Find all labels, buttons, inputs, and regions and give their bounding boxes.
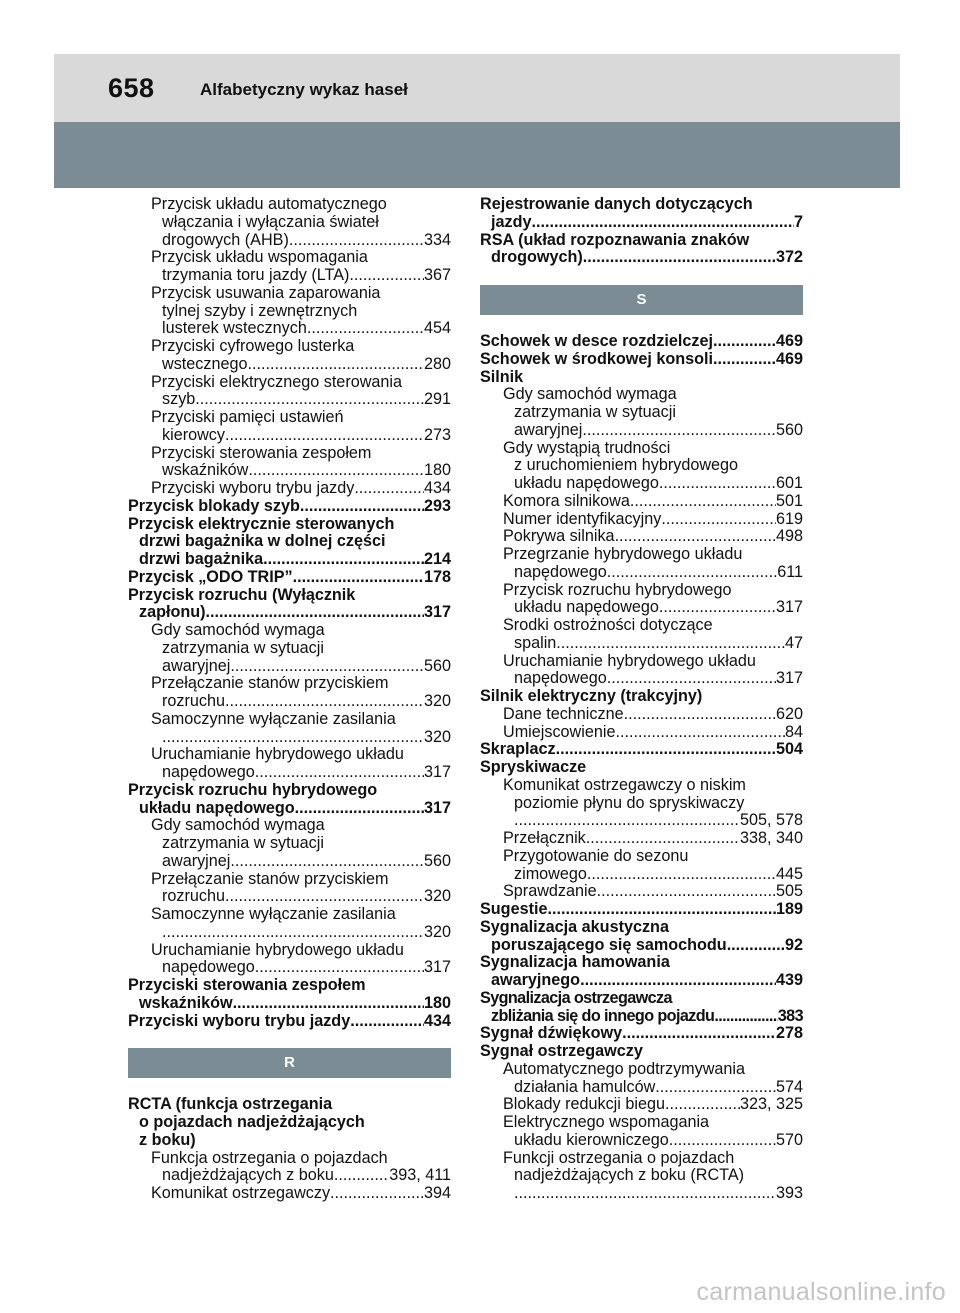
page-reference: 278 bbox=[775, 1025, 803, 1043]
page-reference: 320 bbox=[423, 728, 451, 746]
leader-dots bbox=[713, 333, 776, 351]
index-entry bbox=[480, 351, 803, 369]
entry-text: Sygnalizacja akustyczna bbox=[480, 918, 669, 936]
page-reference: 560 bbox=[775, 421, 803, 439]
index-subentry bbox=[480, 440, 803, 493]
entry-text: nadjeżdżających z boku bbox=[162, 1167, 334, 1185]
page-reference: 317 bbox=[423, 959, 451, 977]
leader-dots bbox=[586, 830, 740, 848]
page-reference: 317 bbox=[423, 799, 451, 817]
entry-text: Przyciski wyboru trybu jazdy bbox=[151, 480, 355, 497]
leader-dots bbox=[255, 959, 424, 977]
leader-dots bbox=[162, 729, 424, 747]
entry-text: Przycisk układu wspomagania bbox=[151, 249, 368, 267]
leader-dots bbox=[659, 599, 776, 617]
index-entry bbox=[128, 569, 451, 587]
index-entry bbox=[128, 977, 451, 1013]
entry-text: Przełącznik bbox=[503, 830, 586, 847]
entry-text: Przełączanie stanów przyciskiem bbox=[151, 870, 389, 888]
page-reference: 334 bbox=[423, 231, 451, 249]
page-reference: 620 bbox=[775, 705, 803, 723]
page-reference: 454 bbox=[423, 320, 451, 338]
page-reference: 501 bbox=[775, 492, 803, 510]
entry-text: układu napędowego bbox=[514, 475, 659, 492]
entry-text: napędowego bbox=[514, 563, 607, 581]
entry-text: Gdy samochód wymaga bbox=[151, 817, 325, 835]
leader-dots bbox=[556, 741, 776, 759]
leader-dots bbox=[293, 569, 424, 587]
entry-text: układu kierowniczego bbox=[514, 1131, 669, 1149]
page-reference: 320 bbox=[423, 888, 451, 906]
leader-dots bbox=[295, 800, 424, 818]
index-entry bbox=[480, 369, 803, 387]
entry-text: Komora silnikowa bbox=[503, 492, 630, 510]
entry-text: kierowcy bbox=[162, 426, 225, 444]
page-reference: 434 bbox=[423, 1012, 451, 1030]
index-subentry bbox=[480, 1096, 803, 1114]
entry-text: z uruchomieniem hybrydowego bbox=[514, 457, 739, 475]
entry-text: Przyciski sterowania zespołem bbox=[151, 444, 372, 462]
index-subentry bbox=[480, 777, 803, 830]
index-subentry bbox=[128, 942, 451, 978]
page-reference: 469 bbox=[775, 333, 803, 350]
entry-text: spalin bbox=[514, 634, 557, 652]
index-entry bbox=[480, 1043, 803, 1061]
entry-text: awaryjnej bbox=[162, 657, 231, 675]
entry-text: Silnik elektryczny (trakcyjny) bbox=[480, 688, 703, 705]
leader-dots bbox=[255, 764, 424, 782]
entry-text: Elektrycznego wspomagania bbox=[503, 1114, 710, 1131]
entry-text: awaryjnej bbox=[162, 852, 231, 870]
leader-dots bbox=[206, 604, 424, 622]
section-letter-s: S bbox=[480, 285, 803, 315]
entry-text: drzwi bagażnika bbox=[139, 551, 264, 568]
index-subentry bbox=[480, 706, 803, 724]
leader-dots bbox=[233, 995, 424, 1013]
leader-dots bbox=[547, 901, 776, 919]
entry-text: z boku) bbox=[139, 1131, 196, 1149]
page-reference: 317 bbox=[775, 599, 803, 617]
section-letter-r: R bbox=[128, 1048, 451, 1078]
entry-text: Samoczynne wyłączanie zasilania bbox=[151, 906, 396, 923]
entry-text: napędowego bbox=[514, 670, 607, 688]
entry-text: o pojazdach nadjeżdżających bbox=[139, 1114, 365, 1131]
index-subentry bbox=[480, 528, 803, 546]
page-reference: 180 bbox=[423, 994, 451, 1012]
page-reference: 560 bbox=[423, 852, 451, 870]
index-subentry bbox=[128, 196, 451, 249]
entry-text: Sygnał ostrzegawczy bbox=[480, 1043, 643, 1060]
entry-text: Komunikat ostrzegawczy bbox=[151, 1185, 331, 1202]
index-entry bbox=[480, 196, 803, 232]
entry-text: Uruchamianie hybrydowego układu bbox=[503, 652, 756, 670]
header-accent-bar bbox=[54, 122, 900, 188]
leader-dots bbox=[162, 924, 424, 942]
page-reference: 505 bbox=[775, 883, 803, 901]
entry-text: Dane techniczne bbox=[503, 705, 624, 723]
page-reference: 317 bbox=[775, 670, 803, 688]
leader-dots bbox=[349, 267, 424, 285]
leader-dots bbox=[615, 724, 785, 742]
leader-dots bbox=[624, 706, 776, 724]
page-reference: 372 bbox=[775, 249, 803, 267]
entry-text: zbliżania się do innego pojazdu bbox=[491, 1007, 715, 1025]
entry-text: napędowego bbox=[162, 959, 255, 977]
entry-text: Schowek w desce rozdzielczej bbox=[480, 333, 714, 350]
page-reference: 574 bbox=[775, 1078, 803, 1096]
entry-text: Pokrywa silnika bbox=[503, 528, 615, 546]
leader-dots bbox=[532, 214, 794, 232]
index-entry bbox=[128, 782, 451, 818]
leader-dots bbox=[350, 1013, 424, 1031]
entry-text: Sugestie bbox=[480, 901, 548, 918]
leader-dots bbox=[514, 812, 740, 830]
entry-text: Przyciski elektrycznego sterowania bbox=[151, 373, 403, 391]
leader-dots bbox=[607, 564, 777, 582]
index-subentry bbox=[128, 409, 451, 445]
leader-dots bbox=[713, 351, 776, 369]
leader-dots bbox=[597, 883, 776, 901]
page-reference: 180 bbox=[423, 462, 451, 480]
entry-text: drogowych (AHB) bbox=[162, 231, 289, 249]
entry-text: układu napędowego bbox=[514, 599, 659, 617]
entry-text: wstecznego bbox=[162, 355, 248, 373]
entry-text: zatrzymania w sytuacji bbox=[514, 404, 676, 421]
page-reference: 7 bbox=[793, 213, 803, 231]
leader-dots bbox=[615, 528, 776, 546]
entry-text: zatrzymania w sytuacji bbox=[162, 835, 324, 852]
index-subentry bbox=[480, 1061, 803, 1097]
index-subentry bbox=[480, 883, 803, 901]
leader-dots bbox=[354, 480, 424, 498]
entry-text: włączania i wyłączania świateł bbox=[162, 213, 379, 231]
watermark: carmanualsonline.info bbox=[696, 1278, 946, 1306]
entry-text: Gdy samochód wymaga bbox=[503, 386, 677, 404]
entry-text: rozruchu bbox=[162, 888, 225, 906]
index-entry bbox=[480, 954, 803, 990]
index-subentry bbox=[128, 871, 451, 907]
entry-text: nadjeżdżających z boku (RCTA) bbox=[514, 1167, 745, 1185]
leader-dots bbox=[714, 1008, 777, 1026]
index-subentry bbox=[128, 1185, 451, 1203]
index-subentry bbox=[128, 817, 451, 870]
entry-text: RSA (układ rozpoznawania znaków bbox=[480, 231, 750, 249]
entry-text: działania hamulców bbox=[514, 1078, 656, 1096]
entry-text: Przycisk usuwania zaparowania bbox=[151, 284, 381, 302]
page-reference: 323, 325 bbox=[739, 1096, 803, 1114]
entry-text: Przygotowanie do sezonu bbox=[503, 847, 689, 865]
entry-text: Blokady redukcji biegu bbox=[503, 1096, 665, 1114]
entry-text: Środki ostrożności dotyczące bbox=[503, 617, 713, 634]
entry-text: poziomie płynu do spryskiwaczy bbox=[514, 794, 745, 812]
index-subentry bbox=[480, 617, 803, 653]
index-subentry bbox=[128, 711, 451, 747]
leader-dots bbox=[247, 356, 424, 374]
index-entry bbox=[480, 990, 803, 1026]
index-entry bbox=[480, 1025, 803, 1043]
index-subentry bbox=[480, 1150, 803, 1203]
entry-text: RCTA (funkcja ostrzegania bbox=[128, 1096, 333, 1114]
index-subentry bbox=[128, 338, 451, 374]
index-subentry bbox=[480, 582, 803, 618]
page-reference: 84 bbox=[784, 723, 803, 741]
leader-dots bbox=[665, 1096, 740, 1114]
leader-dots bbox=[622, 1025, 776, 1043]
page-reference: 469 bbox=[775, 350, 803, 368]
entry-text: Funkcja ostrzegania o pojazdach bbox=[151, 1149, 388, 1167]
index-subentry bbox=[128, 746, 451, 782]
entry-text: Funkcji ostrzegania o pojazdach bbox=[503, 1149, 735, 1167]
entry-text: Umiejscowienie bbox=[503, 723, 616, 741]
page-reference: 338, 340 bbox=[739, 830, 803, 847]
leader-dots bbox=[230, 853, 424, 871]
entry-text: Skraplacz bbox=[480, 741, 556, 759]
page-number: 658 bbox=[108, 73, 155, 103]
index-subentry bbox=[480, 511, 803, 529]
entry-text: drogowych) bbox=[491, 249, 583, 267]
entry-text: układu napędowego bbox=[139, 799, 295, 817]
leader-dots bbox=[195, 391, 424, 409]
index-entry bbox=[480, 333, 803, 351]
entry-text: napędowego bbox=[162, 764, 255, 781]
entry-text: rozruchu bbox=[162, 693, 225, 710]
index-subentry bbox=[480, 493, 803, 511]
entry-text: Schowek w środkowej konsoli bbox=[480, 350, 713, 368]
index-column-right bbox=[480, 196, 803, 1203]
page-reference: 178 bbox=[423, 568, 451, 586]
index-entry bbox=[480, 901, 803, 919]
leader-dots bbox=[334, 1167, 389, 1185]
index-subentry bbox=[480, 653, 803, 689]
index-column-left bbox=[128, 196, 451, 1203]
leader-dots bbox=[248, 462, 424, 480]
index-entry bbox=[128, 587, 451, 623]
leader-dots bbox=[630, 493, 776, 511]
index-subentry bbox=[128, 675, 451, 711]
entry-text: Silnik bbox=[480, 368, 524, 386]
entry-text: Sygnalizacja ostrzegawcza bbox=[480, 989, 672, 1007]
entry-text: Przyciski wyboru trybu jazdy bbox=[128, 1012, 351, 1030]
page-reference: 393, 411 bbox=[389, 1167, 451, 1185]
leader-dots bbox=[230, 658, 424, 676]
entry-text: Uruchamianie hybrydowego układu bbox=[151, 941, 404, 959]
leader-dots bbox=[661, 511, 776, 529]
entry-text: Sygnał dźwiękowy bbox=[480, 1025, 623, 1043]
entry-text: awaryjnego bbox=[491, 972, 581, 989]
leader-dots bbox=[300, 498, 424, 516]
entry-text: trzymania toru jazdy (LTA) bbox=[162, 267, 350, 284]
index-subentry bbox=[128, 1150, 451, 1186]
index-subentry bbox=[128, 374, 451, 410]
entry-text: Przycisk elektrycznie sterowanych bbox=[128, 515, 395, 533]
page-reference: 291 bbox=[423, 391, 451, 409]
page-reference: 504 bbox=[775, 741, 803, 759]
leader-dots bbox=[659, 475, 776, 493]
entry-text: lusterek wstecznych bbox=[162, 320, 307, 338]
index-subentry bbox=[128, 480, 451, 498]
entry-text: Przegrzanie hybrydowego układu bbox=[503, 546, 743, 563]
leader-dots bbox=[307, 320, 424, 338]
entry-text: Spryskiwacze bbox=[480, 759, 587, 776]
page-reference: 445 bbox=[775, 865, 803, 883]
index-entry bbox=[480, 688, 803, 706]
index-entry bbox=[128, 1013, 451, 1031]
index-subentry bbox=[480, 724, 803, 742]
entry-text: Gdy wystąpią trudności bbox=[503, 439, 671, 457]
index-subentry bbox=[480, 386, 803, 439]
index-entry bbox=[480, 759, 803, 777]
leader-dots bbox=[330, 1185, 424, 1203]
page-reference: 367 bbox=[423, 267, 451, 284]
index-entry bbox=[128, 516, 451, 569]
page-reference: 293 bbox=[423, 497, 451, 515]
entry-text: Przyciski cyfrowego lusterka bbox=[151, 338, 355, 355]
index-subentry bbox=[480, 546, 803, 582]
entry-text: wskaźników bbox=[139, 994, 233, 1012]
entry-text: wskaźników bbox=[162, 462, 249, 480]
entry-text: awaryjnej bbox=[514, 421, 583, 439]
leader-dots bbox=[580, 972, 776, 990]
entry-text: Przycisk „ODO TRIP” bbox=[128, 568, 293, 586]
entry-text: Uruchamianie hybrydowego układu bbox=[151, 746, 404, 764]
index-entry bbox=[128, 498, 451, 516]
leader-dots bbox=[583, 249, 776, 267]
page-reference: 505, 578 bbox=[739, 812, 803, 830]
leader-dots bbox=[225, 427, 424, 445]
entry-text: szyb bbox=[162, 391, 196, 409]
page-reference: 320 bbox=[423, 923, 451, 941]
index-entry bbox=[480, 741, 803, 759]
leader-dots bbox=[669, 1132, 776, 1150]
index-entry bbox=[480, 919, 803, 955]
entry-text: Przełączanie stanów przyciskiem bbox=[151, 675, 389, 693]
leader-dots bbox=[289, 232, 424, 250]
entry-text: Przycisk blokady szyb bbox=[128, 497, 300, 515]
entry-text: jazdy bbox=[491, 213, 532, 231]
header-band bbox=[54, 54, 900, 122]
entry-text: zimowego bbox=[514, 865, 587, 883]
index-subentry bbox=[128, 249, 451, 285]
page-reference: 619 bbox=[775, 510, 803, 528]
page-reference: 560 bbox=[423, 657, 451, 675]
index-subentry bbox=[128, 906, 451, 942]
page-reference: 320 bbox=[423, 693, 451, 710]
page-reference: 280 bbox=[423, 355, 451, 373]
page-reference: 47 bbox=[784, 634, 803, 652]
entry-text: Automatycznego podtrzymywania bbox=[503, 1060, 746, 1078]
entry-text: Przycisk rozruchu (Wyłącznik bbox=[128, 586, 356, 604]
entry-text: Przyciski pamięci ustawień bbox=[151, 409, 344, 426]
page-reference: 601 bbox=[775, 475, 803, 492]
index-subentry bbox=[128, 445, 451, 481]
index-subentry bbox=[480, 1114, 803, 1150]
page-reference: 393 bbox=[775, 1185, 803, 1202]
index-entry bbox=[128, 1096, 451, 1149]
page-reference: 189 bbox=[775, 901, 803, 918]
page-reference: 498 bbox=[775, 528, 803, 546]
page-reference: 317 bbox=[423, 604, 451, 622]
entry-text: drzwi bagażnika w dolnej części bbox=[139, 533, 386, 551]
page-reference: 383 bbox=[777, 1007, 803, 1025]
page-reference: 394 bbox=[423, 1185, 451, 1202]
entry-text: Sygnalizacja hamowania bbox=[480, 954, 670, 972]
leader-dots bbox=[655, 1079, 776, 1097]
index-entry bbox=[480, 232, 803, 268]
entry-text: Przycisk rozruchu hybrydowego bbox=[503, 581, 732, 599]
page-reference: 273 bbox=[423, 426, 451, 444]
entry-text: Numer identyfikacyjny bbox=[503, 510, 662, 528]
leader-dots bbox=[514, 1185, 776, 1203]
entry-text: Przycisk układu automatycznego bbox=[151, 196, 387, 213]
entry-text: zatrzymania w sytuacji bbox=[162, 639, 324, 657]
entry-text: tylnej szyby i zewnętrznych bbox=[162, 302, 358, 320]
page-reference: 439 bbox=[775, 972, 803, 989]
page-reference: 611 bbox=[777, 563, 803, 581]
page-reference: 570 bbox=[775, 1131, 803, 1149]
entry-text: Przycisk rozruchu hybrydowego bbox=[128, 781, 378, 799]
leader-dots bbox=[587, 866, 776, 884]
leader-dots bbox=[607, 670, 776, 688]
index-subentry bbox=[480, 830, 803, 848]
entry-text: Sprawdzanie bbox=[503, 883, 597, 901]
page-reference: 92 bbox=[784, 936, 803, 954]
leader-dots bbox=[225, 888, 424, 906]
index-subentry bbox=[480, 848, 803, 884]
page-reference: 434 bbox=[423, 480, 451, 497]
entry-text: zapłonu) bbox=[139, 604, 206, 622]
index-subentry bbox=[128, 622, 451, 675]
leader-dots bbox=[727, 937, 785, 955]
entry-text: Rejestrowanie danych dotyczących bbox=[480, 196, 753, 213]
index-subentry bbox=[128, 285, 451, 338]
page-reference: 317 bbox=[423, 764, 451, 781]
entry-text: Przyciski sterowania zespołem bbox=[128, 977, 366, 994]
leader-dots bbox=[556, 635, 785, 653]
leader-dots bbox=[263, 551, 424, 569]
entry-text: Gdy samochód wymaga bbox=[151, 622, 325, 639]
leader-dots bbox=[225, 693, 424, 711]
page-title: Alfabetyczny wykaz haseł bbox=[200, 80, 408, 99]
entry-text: Komunikat ostrzegawczy o niskim bbox=[503, 776, 746, 794]
entry-text: Samoczynne wyłączanie zasilania bbox=[151, 710, 396, 728]
page-reference: 214 bbox=[423, 551, 451, 568]
entry-text: poruszającego się samochodu bbox=[491, 936, 727, 954]
leader-dots bbox=[582, 422, 776, 440]
